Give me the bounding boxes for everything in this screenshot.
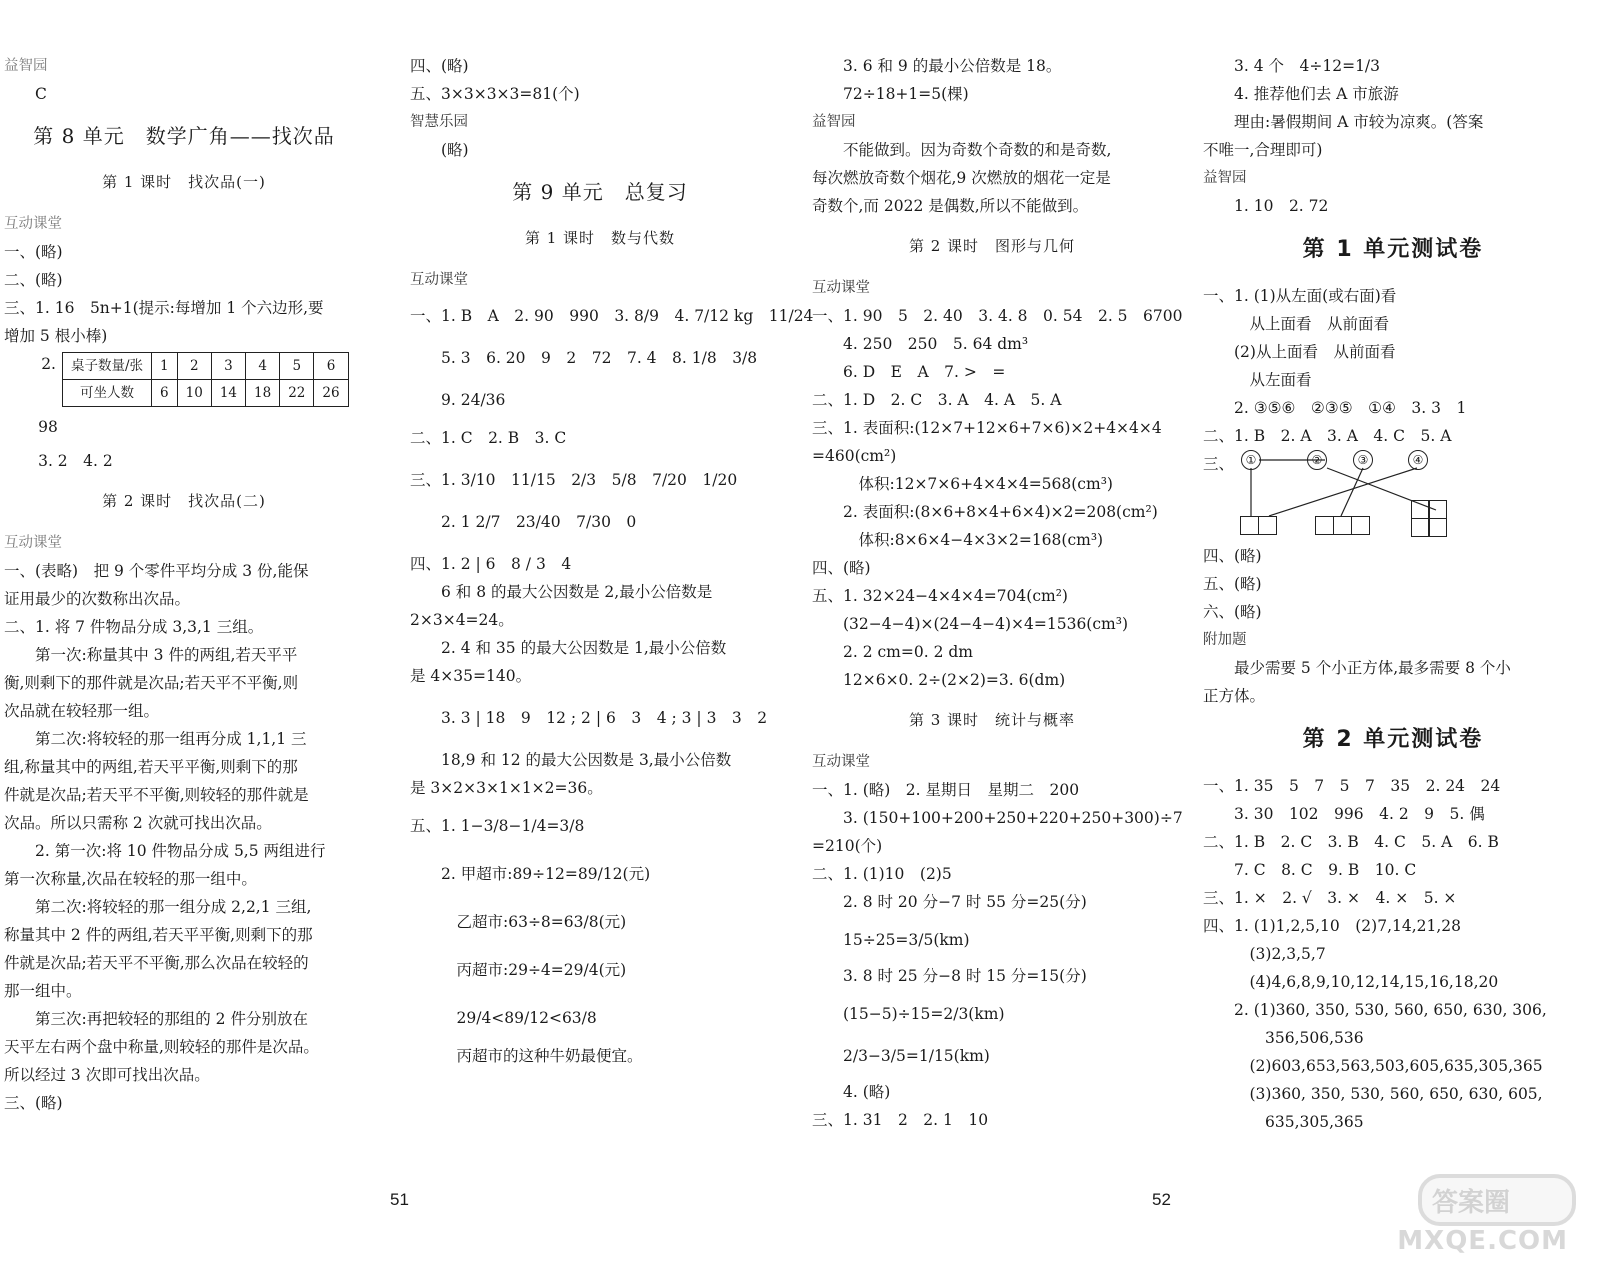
unit-title: 第 9 单元 总复习 — [512, 180, 688, 204]
lesson-title: 第 3 课时 统计与概率 — [908, 711, 1076, 729]
answer-line: 第三次:再把较轻的那组的 2 件分别放在 — [35, 1010, 308, 1028]
page-number-left: 51 — [390, 1190, 409, 1209]
section-label: 益智园 — [1203, 170, 1247, 186]
answer-line: 第二次:将较轻的那一组分成 2,2,1 三组, — [35, 898, 312, 916]
answer-line: 四、1. (1)1,2,5,10 (2)7,14,21,28 — [1203, 917, 1462, 935]
answer-line: 一、(表略) 把 9 个零件平均分成 3 份,能保 — [4, 562, 309, 580]
answer-line: 二、1. 将 7 件物品分成 3,3,1 三组。 — [4, 618, 264, 636]
answer-line: 5. 3 6. 20 9 2 72 7. 4 8. 1/8 3/8 — [441, 349, 758, 367]
lesson-title: 第 2 课时 找次品(二) — [102, 492, 266, 510]
answer-line: 98 — [38, 418, 58, 436]
section-label: 互动课堂 — [4, 535, 62, 551]
answer-line: 12×6×0. 2÷(2×2)=3. 6(dm) — [843, 671, 1066, 689]
answer-line: 15÷25=3/5(km) — [843, 931, 970, 949]
section-label: 附加题 — [1203, 632, 1247, 648]
answer-line: 那一组中。 — [4, 982, 82, 1000]
answer-line: 2. (1)360, 350, 530, 560, 650, 630, 306, — [1234, 1001, 1547, 1019]
shape-three-squares — [1316, 516, 1370, 535]
answer-line: 件就是次品;若天平不平衡,则较轻的那件就是 — [4, 786, 309, 804]
circle-number: ④ — [1408, 450, 1428, 470]
answer-line: 一、1. 35 5 7 5 7 35 2. 24 24 — [1203, 777, 1501, 795]
answer-line: 2. 表面积:(8×6+8×4+6×4)×2=208(cm²) — [843, 503, 1158, 521]
section-label: 益智园 — [4, 58, 48, 74]
answer-line: 三、1. 3/10 11/15 2/3 5/8 7/20 1/20 — [410, 471, 738, 489]
answer-line: 四、(略) — [1203, 547, 1262, 565]
test-title: 第 2 单元测试卷 — [1302, 727, 1484, 752]
answer-line: 2. 1 2/7 23/40 7/30 0 — [441, 513, 637, 531]
answer-line: 2. ③⑤⑥ ②③⑤ ①④ 3. 3 1 — [1234, 399, 1467, 417]
answer-line: 2. 2 cm=0. 2 dm — [843, 643, 973, 661]
answer-line: 3. 6 和 9 的最小公倍数是 18。 — [843, 57, 1062, 75]
lesson-title: 第 1 课时 找次品(一) — [102, 173, 266, 191]
column-1 — [4, 52, 364, 1117]
answer-line: 18,9 和 12 的最大公因数是 3,最小公倍数 — [441, 751, 732, 769]
answer-line: 五、(略) — [1203, 575, 1262, 593]
answer-line: 3. 2 4. 2 — [38, 452, 113, 470]
section-label: 互动课堂 — [410, 272, 468, 288]
table-cell: 22 — [280, 380, 314, 407]
answer-line: 从左面看 — [1249, 371, 1312, 389]
table-cell: 6 — [152, 380, 178, 407]
table-row — [62, 380, 348, 407]
lesson-title: 第 2 课时 图形与几何 — [908, 237, 1076, 255]
answer-line: (2)从上面看 从前面看 — [1234, 343, 1396, 361]
column-3 — [812, 52, 1183, 1134]
test-title: 第 1 单元测试卷 — [1302, 237, 1484, 262]
answer-line: 六、(略) — [1203, 603, 1262, 621]
seating-table — [62, 352, 349, 407]
table-cell: 桌子数量/张 — [62, 353, 151, 380]
answer-line: 一、1. 90 5 2. 40 3. 4. 8 0. 54 2. 5 6700 — [812, 307, 1183, 325]
answer-line: C — [35, 85, 47, 103]
answer-line: 2/3−3/5=1/15(km) — [843, 1047, 990, 1065]
table-cell: 6 — [314, 353, 348, 380]
answer-line: 2. 8 时 20 分−7 时 55 分=25(分) — [843, 893, 1087, 911]
answer-line: (4)4,6,8,9,10,12,14,15,16,18,20 — [1249, 973, 1499, 991]
answer-line: 一、1. (略) 2. 星期日 星期二 200 — [812, 781, 1080, 799]
table-cell: 3 — [211, 353, 245, 380]
table-cell: 2 — [177, 353, 211, 380]
answer-line: 1. 10 2. 72 — [1234, 197, 1329, 215]
answer-line: (略) — [441, 141, 469, 159]
section-label: 互动课堂 — [812, 754, 870, 770]
answer-line: 丙超市:29÷4=29/4(元) — [456, 961, 627, 979]
answer-line: 次品就在较轻那一组。 — [4, 702, 160, 720]
watermark-logo — [1418, 1174, 1576, 1226]
answer-line: 是 4×35=140。 — [410, 667, 532, 685]
column-4: 3. 4 个 4÷12=1/3 4. 推荐他们去 A 市旅游 理由:暑假期间 A 市较为凉爽。(答案 不唯一,合理即可) 益智园 1. 10 2. 72 第 1 单元测试卷 一、1. (1)从左面(或右面)看 从上面看 从前面看 (2)从上面看 从前面看 从左面看 2. ③⑤⑥ ②③⑤ ①④ 3. 3 1 二、1. B 2. A 3. A 4. C 5. A 三、 ① ② ③ ④ 四、(略) 五、(略) 六、(略) 附加题 最少需要 5 个小正方体,最多需要 8 个小 正方体。 第 2 单元测试卷 一、1. 35 5 7 5 7 35 2. 24 24 3. 30 102 996 4. 2 9 5. 偶 二、1. B 2. C 3. B 4. C 5. A 6. B 7. C 8. C 9. B 10. C 三、1. × 2. √ 3. × 4. × 5. × 四、1. (1)1,2,5,10 (2)7,14,21,28 (3)2,3,5,7 (4)4,6,8,9,10,12,14,15,16,18,20 2. (1)360, 350, 530, 560, 650, 630, 306, 356,506,536 (2)603,653,563,503,605,635,305,365 (3)360, 350, 530, 560, 650, 630, 605, 635,305,365 — [1203, 52, 1583, 1136]
answer-line: (2)603,653,563,503,605,635,305,365 — [1249, 1057, 1543, 1075]
answer-line: 3. 30 102 996 4. 2 9 5. 偶 — [1234, 805, 1485, 823]
table-prefix: 2. — [41, 355, 56, 373]
answer-line: 9. 24/36 — [441, 391, 506, 409]
answer-line: 4. 推荐他们去 A 市旅游 — [1234, 85, 1399, 103]
answer-line: 次品。所以只需称 2 次就可找出次品。 — [4, 814, 272, 832]
answer-line: =460(cm²) — [812, 447, 897, 465]
circle-number: ② — [1307, 450, 1327, 470]
answer-line: 件就是次品;若天平不平衡,那么次品在较轻的 — [4, 954, 309, 972]
answer-line: 一、1. (1)从左面(或右面)看 — [1203, 287, 1397, 305]
answer-line: 丙超市的这种牛奶最便宜。 — [456, 1047, 643, 1065]
table-row — [62, 353, 348, 380]
answer-line: 6. D E A 7. > = — [843, 363, 1006, 381]
answer-line: (3)360, 350, 530, 560, 650, 630, 605, — [1249, 1085, 1543, 1103]
answer-line: 3. 8 时 25 分−8 时 15 分=15(分) — [843, 967, 1087, 985]
answer-line: 72÷18+1=5(棵) — [843, 85, 969, 103]
column-2 — [410, 52, 814, 1070]
answer-line: 五、1. 32×24−4×4×4=704(cm²) — [812, 587, 1068, 605]
table-cell: 18 — [246, 380, 280, 407]
answer-line: 2. 4 和 35 的最大公因数是 1,最小公倍数 — [441, 639, 727, 657]
answer-line: 每次燃放奇数个烟花,9 次燃放的烟花一定是 — [812, 169, 1111, 187]
answer-line: (15−5)÷15=2/3(km) — [843, 1005, 1005, 1023]
answer-line: 29/4<89/12<63/8 — [456, 1009, 597, 1027]
answer-line: 一、(略) — [4, 243, 63, 261]
matching-diagram — [1241, 450, 1501, 542]
answer-line: 635,305,365 — [1265, 1113, 1364, 1131]
answer-line: 二、1. B 2. A 3. A 4. C 5. A — [1203, 427, 1452, 445]
answer-line: 2×3×4=24。 — [410, 611, 514, 629]
answer-line: 增加 5 根小棒) — [4, 327, 108, 345]
table-cell: 26 — [314, 380, 348, 407]
section-label: 智慧乐园 — [410, 114, 468, 130]
answer-line: 三、1. 31 2 2. 1 10 — [812, 1111, 989, 1129]
answer-line: 体积:8×6×4−4×3×2=168(cm³) — [858, 531, 1104, 549]
table-cell: 可坐人数 — [62, 380, 151, 407]
page-number-right: 52 — [1152, 1190, 1171, 1209]
answer-line: (32−4−4)×(24−4−4)×4=1536(cm³) — [843, 615, 1128, 633]
answer-line: 3. 4 个 4÷12=1/3 — [1234, 57, 1381, 75]
answer-line: 二、(略) — [4, 271, 63, 289]
answer-line: 3. (150+100+200+250+220+250+300)÷7 — [843, 809, 1183, 827]
answer-line: =210(个) — [812, 837, 883, 855]
table-cell: 1 — [152, 353, 178, 380]
answer-line: 4. 250 250 5. 64 dm³ — [843, 335, 1029, 353]
answer-line: 理由:暑假期间 A 市较为凉爽。(答案 — [1234, 113, 1484, 131]
shape-two-squares — [1241, 516, 1277, 535]
circle-number: ① — [1241, 450, 1261, 470]
answer-line: 356,506,536 — [1265, 1029, 1364, 1047]
answer-line: 7. C 8. C 9. B 10. C — [1234, 861, 1417, 879]
answer-line: 四、(略) — [410, 57, 469, 75]
unit-title: 第 8 单元 数学广角——找次品 — [33, 124, 335, 148]
answer-line: 2. 甲超市:89÷12=89/12(元) — [441, 865, 651, 883]
answer-line: 天平左右两个盘中称量,则较轻的那件是次品。 — [4, 1038, 319, 1056]
watermark-url: MXQE.COM — [1397, 1226, 1568, 1256]
answer-line: 正方体。 — [1203, 687, 1266, 705]
answer-line: 第二次:将较轻的那一组再分成 1,1,1 三 — [35, 730, 307, 748]
answer-line: 三、(略) — [4, 1094, 63, 1112]
answer-line: 一、1. B A 2. 90 990 3. 8/9 4. 7/12 kg 11/24 — [410, 307, 814, 325]
shape-four-squares — [1411, 500, 1445, 536]
answer-line: 衡,则剩下的那件就是次品;若天平不平衡,则 — [4, 674, 299, 692]
answer-line: 最少需要 5 个小正方体,最多需要 8 个小 — [1234, 659, 1511, 677]
table-cell: 10 — [177, 380, 211, 407]
answer-line: 奇数个,而 2022 是偶数,所以不能做到。 — [812, 197, 1089, 215]
circle-number: ③ — [1353, 450, 1373, 470]
table-cell: 5 — [280, 353, 314, 380]
answer-line: 五、1. 1−3/8−1/4=3/8 — [410, 817, 585, 835]
answer-line: 二、1. C 2. B 3. C — [410, 429, 567, 447]
answer-line: 五、3×3×3×3=81(个) — [410, 85, 580, 103]
answer-line: 称量其中 2 件的两组,若天平平衡,则剩下的那 — [4, 926, 313, 944]
answer-line: 6 和 8 的最大公因数是 2,最小公倍数是 — [441, 583, 713, 601]
section-label: 互动课堂 — [4, 216, 62, 232]
answer-line: 3. 3 | 18 9 12 ; 2 | 6 3 4 ; 3 | 3 3 2 — [441, 709, 768, 727]
answer-line: 二、1. B 2. C 3. B 4. C 5. A 6. B — [1203, 833, 1499, 851]
answer-line: 二、1. D 2. C 3. A 4. A 5. A — [812, 391, 1062, 409]
answer-line: 第一次:称量其中 3 件的两组,若天平平 — [35, 646, 298, 664]
answer-line: 体积:12×7×6+4×4×4=568(cm³) — [858, 475, 1113, 493]
watermark-logo-text: 答案圈 — [1432, 1188, 1511, 1218]
answer-line: 四、1. 2 | 6 8 / 3 4 — [410, 555, 572, 573]
answer-line: (3)2,3,5,7 — [1249, 945, 1326, 963]
answer-line: 组,称量其中的两组,若天平平衡,则剩下的那 — [4, 758, 298, 776]
section-label: 互动课堂 — [812, 280, 870, 296]
answer-line: 乙超市:63÷8=63/8(元) — [456, 913, 627, 931]
answer-line: 证用最少的次数称出次品。 — [4, 590, 191, 608]
answer-line: 2. 第一次:将 10 件物品分成 5,5 两组进行 — [35, 842, 326, 860]
table-cell: 4 — [246, 353, 280, 380]
answer-line: 二、1. (1)10 (2)5 — [812, 865, 952, 883]
answer-line: 从上面看 从前面看 — [1249, 315, 1390, 333]
answer-line: 第一次称量,次品在较轻的那一组中。 — [4, 870, 257, 888]
answer-line: 不能做到。因为奇数个奇数的和是奇数, — [843, 141, 1112, 159]
watermark — [1397, 1180, 1586, 1262]
answer-line: 三、1. × 2. √ 3. × 4. × 5. × — [1203, 889, 1457, 907]
table-cell: 14 — [211, 380, 245, 407]
table-block — [4, 350, 364, 413]
answer-line: 不唯一,合理即可) — [1203, 141, 1323, 159]
answer-line: 4. (略) — [843, 1083, 891, 1101]
answer-line: 是 3×2×3×1×1×2=36。 — [410, 779, 603, 797]
lesson-title: 第 1 课时 数与代数 — [524, 229, 676, 247]
answer-line: 三、1. 表面积:(12×7+12×6+7×6)×2+4×4×4 — [812, 419, 1162, 437]
answer-line: 三、1. 16 5n+1(提示:每增加 1 个六边形,要 — [4, 299, 324, 317]
section-label: 益智园 — [812, 114, 856, 130]
answer-line: 四、(略) — [812, 559, 871, 577]
answer-line: 所以经过 3 次即可找出次品。 — [4, 1066, 210, 1084]
